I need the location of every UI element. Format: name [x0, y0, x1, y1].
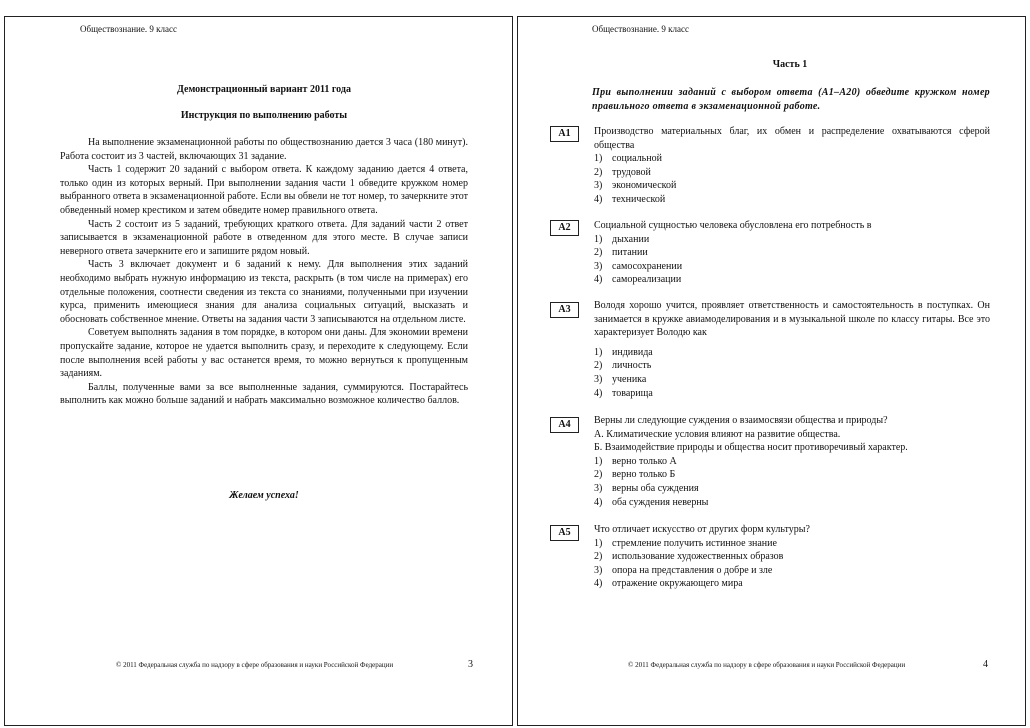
task-number-a4: А4 [550, 417, 579, 433]
answer-option[interactable]: 3) верны оба суждения [594, 482, 699, 494]
judgement-a: А. Климатические условия влияют на развитие общества. [594, 428, 841, 440]
left-page-number: 3 [468, 659, 473, 670]
part-title: Часть 1 [772, 59, 808, 70]
instruction-body [60, 136, 468, 408]
question-stem: Социальной сущностью человека обусловлена его потребность в [594, 220, 872, 231]
question-a5 [594, 523, 990, 591]
question-stem: Производство материальных благ, их обмен и распределение охватываются сферой общества [594, 126, 990, 151]
answer-option[interactable]: 4) товарища [594, 387, 653, 399]
paragraph: Часть 3 включает документ и 6 заданий к нему. Для выполнения этих заданий необходимо выбрать нужную информацию из текста, раскрыть (в том числе на примерах) его отдельные положения, соотнести сведения из текста со знаниями, полученными при изучении курса, применить имеющиеся знания для анализа социальных ситуаций, высказать и обосновать собственное мнение. Ответы на задания части 3 записываются на отдельном листе. [60, 259, 468, 325]
task-number-a2: А2 [550, 220, 579, 236]
answer-option[interactable]: 2) трудовой [594, 166, 651, 178]
answer-option[interactable]: 4) самореализации [594, 274, 682, 286]
answer-options [594, 455, 990, 509]
question-a3 [594, 299, 990, 400]
answer-option[interactable]: 2) питании [594, 247, 648, 259]
answer-option[interactable]: 4) оба суждения неверны [594, 496, 709, 508]
exam-title: Демонстрационный вариант 2011 года [177, 84, 351, 95]
answer-option[interactable]: 1) социальной [594, 153, 662, 165]
task-number-a3: А3 [550, 302, 579, 318]
left-page-header: Обществознание. 9 класс [80, 24, 177, 34]
answer-option[interactable]: 3) ученика [594, 373, 647, 385]
answer-option[interactable]: 2) использование художественных образов [594, 551, 784, 563]
answer-option[interactable]: 1) дыхании [594, 233, 650, 245]
right-page-header: Обществознание. 9 класс [592, 24, 689, 34]
judgement-b: Б. Взаимодействие природы и общества носит противоречивый характер. [594, 442, 908, 454]
paragraph: На выполнение экзаменационной работы по обществознанию дается 3 часа (180 минут). Работа состоит из 3 частей, включающих 31 задание. [60, 137, 468, 162]
left-page-footer: © 2011 Федеральная служба по надзору в сфере образования и науки Российской Федерации [116, 661, 394, 669]
part-instruction: При выполнении заданий с выбором ответа (А1–А20) обведите кружком номер правильного ответа в экзаменационной работе. [592, 87, 990, 112]
question-stem: Володя хорошо учится, проявляет ответственность и самостоятельность в поступках. Он занимается в кружке авиамоделирования и в музыкальной школе по классу гитары. Все это характеризует Володю как [594, 300, 990, 339]
answer-option[interactable]: 2) верно только Б [594, 469, 676, 481]
answer-options [594, 233, 990, 287]
answer-options [594, 346, 990, 400]
right-page-number: 4 [983, 659, 988, 670]
answer-options [594, 152, 990, 206]
question-a4 [594, 414, 990, 509]
task-number-a5: А5 [550, 525, 579, 541]
question-stem: Что отличает искусство от других форм культуры? [594, 524, 810, 535]
answer-option[interactable]: 2) личность [594, 360, 652, 372]
answer-option[interactable]: 1) верно только А [594, 455, 677, 467]
answer-option[interactable]: 1) стремление получить истинное знание [594, 537, 777, 549]
answer-option[interactable]: 3) экономической [594, 180, 677, 192]
right-page-footer: © 2011 Федеральная служба по надзору в сфере образования и науки Российской Федерации [628, 661, 906, 669]
answer-option[interactable]: 4) отражение окружающего мира [594, 578, 743, 590]
answer-option[interactable]: 4) технической [594, 193, 666, 205]
task-number-a1: А1 [550, 126, 579, 142]
answer-options [594, 537, 990, 591]
question-a1 [594, 125, 990, 207]
answer-option[interactable]: 3) самосохранении [594, 260, 683, 272]
answer-option[interactable]: 3) опора на представления о добре и зле [594, 564, 773, 576]
good-luck-text: Желаем успеха! [229, 490, 299, 501]
instruction-heading: Инструкция по выполнению работы [180, 110, 348, 121]
paragraph: Часть 2 состоит из 5 заданий, требующих краткого ответа. Для заданий части 2 ответ записывается в экзаменационной работе в отведенном для этого месте. В случае записи неверного ответа зачеркните его и запишите рядом новый. [60, 218, 468, 257]
paragraph: Часть 1 содержит 20 заданий с выбором ответа. К каждому заданию дается 4 ответа, только один из которых верный. При выполнении задания части 1 обведите кружком номер выбранного ответа в экзаменационной работе. Если вы обвели не тот номер, то зачеркните этот обведенный номер крестиком и затем обведите номер правильного ответа. [60, 164, 468, 216]
question-stem: Верны ли следующие суждения о взаимосвязи общества и природы? [594, 415, 888, 426]
paragraph: Баллы, полученные вами за все выполненные задания, суммируются. Постарайтесь выполнить как можно больше заданий и набрать максимально возможное количество баллов. [60, 381, 468, 407]
question-a2 [594, 219, 990, 287]
paragraph: Советуем выполнять задания в том порядке, в котором они даны. Для экономии времени пропускайте задание, которое не удается выполнить сразу, и переходите к следующему. Если после выполнения всей работы у вас останется время, то можно вернуться к пропущенным заданиям. [60, 327, 468, 380]
answer-option[interactable]: 1) индивида [594, 346, 653, 358]
